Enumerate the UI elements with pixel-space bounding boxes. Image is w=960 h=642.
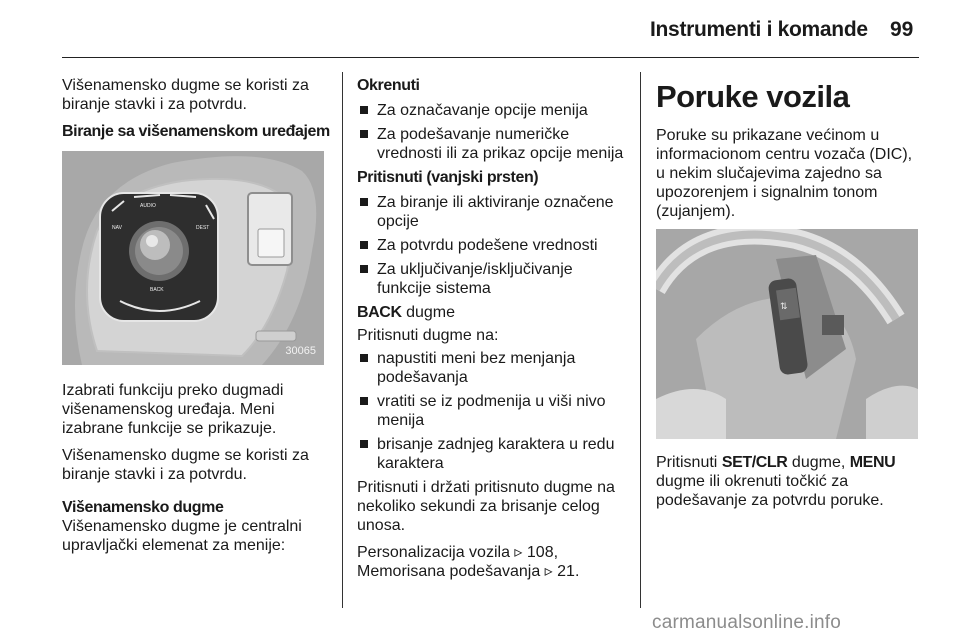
page-number: 99	[890, 18, 914, 41]
column-1	[62, 76, 334, 563]
ref-memorized-settings[interactable]: Memorisana podešavanja	[357, 563, 541, 580]
svg-text:⇅: ⇅	[780, 301, 788, 311]
reference-arrow-icon: ▹	[544, 563, 553, 580]
column-2	[357, 76, 625, 589]
menu-label: MENU	[849, 454, 896, 471]
multifunction-knob-figure	[62, 151, 324, 365]
list-item: Za potvrdu podešene vrednosti	[357, 236, 625, 255]
section-title-vehicle-messages: Poruke vozila	[656, 79, 850, 114]
knob-usage-paragraph: Višenamensko dugme se koristi za biranje stavki i za potvrdu.	[62, 447, 309, 483]
list-item: Za biranje ili aktiviranje označene opcije	[357, 193, 625, 231]
list-item: Za podešavanje numeričke vrednosti ili za prikaz opcije menija	[357, 125, 625, 163]
steering-stalk-illustration	[656, 229, 918, 439]
heading-rotate: Okrenuti	[357, 77, 420, 94]
list-item: napustiti meni bez menjanja podešavanja	[357, 349, 625, 387]
knob-label-audio: AUDIO	[140, 203, 156, 209]
steering-stalk-figure	[656, 229, 918, 439]
knob-label-nav: NAV	[112, 225, 122, 231]
ref-memorized-settings-page[interactable]: 21.	[557, 563, 580, 580]
ref-personalization[interactable]: Personalizacija vozila	[357, 544, 510, 561]
text-confirm: dugme ili okrenuti točkić za podešavanje za potvrdu poruke.	[656, 473, 884, 509]
column-3	[656, 80, 922, 518]
back-list	[357, 349, 625, 473]
list-item: brisanje zadnjeg karaktera u redu karaktera	[357, 435, 625, 473]
page-header-title: Instrumenti i komande	[650, 18, 868, 41]
text-button: dugme,	[791, 454, 846, 471]
ref-personalization-page[interactable]: 108,	[526, 544, 559, 561]
rotate-list	[357, 101, 625, 163]
intro-paragraph: Višenamensko dugme se koristi za biranje stavki i za potvrdu.	[62, 77, 309, 113]
press-list	[357, 193, 625, 298]
back-button-heading	[357, 303, 625, 322]
messages-paragraph: Poruke su prikazane većinom u informacionom centru vozača (DIC), u nekim slučajevima zajedno sa upozorenjem i signalnim tonom (zujanjem).	[656, 127, 913, 220]
list-item: vratiti se iz podmenija u viši nivo menija	[357, 392, 625, 430]
text-press: Pritisnuti	[656, 454, 718, 471]
list-item: Za označavanje opcije menija	[357, 101, 625, 120]
back-suffix: dugme	[406, 304, 455, 321]
press-intro: Pritisnuti dugme na:	[357, 327, 499, 344]
column-divider-2	[640, 72, 641, 608]
knob-description-paragraph: Višenamensko dugme je centralni upravljački elemenat za menije:	[62, 518, 302, 554]
figure-number: 30065	[285, 345, 316, 357]
list-item: Za uključivanje/isključivanje funkcije sistema	[357, 260, 625, 298]
section-heading-knob: Višenamensko dugme	[62, 499, 224, 516]
select-function-paragraph: Izabrati funkciju preko dugmadi višenamenskog uređaja. Meni izabrane funkcije se prikazuje.	[62, 382, 284, 437]
header-divider	[62, 57, 919, 58]
watermark: carmanualsonline.info	[652, 612, 842, 633]
heading-press-outer-ring: Pritisnuti (vanjski prsten)	[357, 169, 539, 186]
knob-label-back: BACK	[150, 287, 164, 293]
section-heading-selection: Biranje sa višenamenskom uređajem	[62, 123, 330, 140]
setclr-label: SET/CLR	[721, 454, 788, 471]
reference-arrow-icon: ▹	[514, 544, 523, 561]
cross-references	[357, 543, 625, 581]
confirm-message-paragraph	[656, 453, 922, 510]
column-divider-1	[342, 72, 343, 608]
knob-label-dest: DEST	[196, 225, 210, 231]
multifunction-knob-illustration	[62, 151, 324, 365]
back-label: BACK	[357, 304, 402, 321]
hold-paragraph: Pritisnuti i držati pritisnuto dugme na nekoliko sekundi za brisanje celog unosa.	[357, 479, 615, 534]
